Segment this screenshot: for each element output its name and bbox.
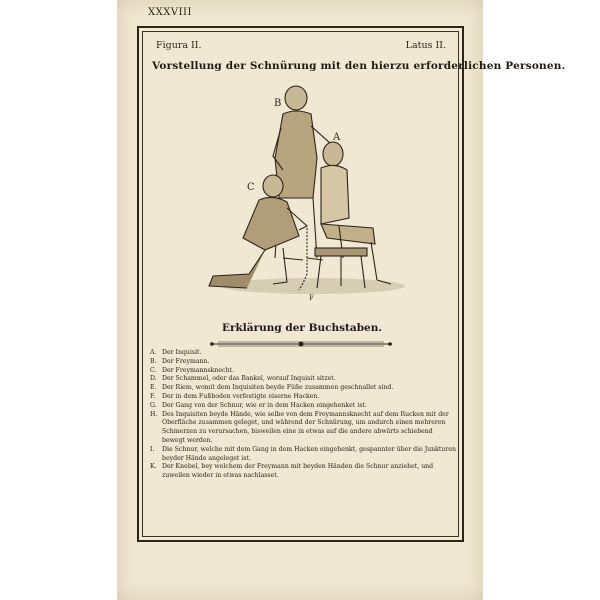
legend-list (150, 349, 456, 481)
legend-text: Der Knebel, bey welchem der Freymann mit beyden Händen die Schnur anziehet, und zuweilen wieder in etwas nachlasset. (162, 463, 434, 480)
legend-text: Die Schnur, welche mit dem Gang in dem Hacken eingehenkt, gespannter über die Junkturen beyder Hände angeleget ist. (162, 445, 456, 462)
legend-key: F. (150, 392, 156, 400)
figure-letter-c: C (247, 182, 255, 193)
legend-key: H. (150, 410, 158, 418)
legend-item (150, 463, 456, 481)
ornament-divider (208, 339, 394, 349)
legend-key: D. (150, 375, 157, 383)
legend-item (150, 375, 456, 384)
figure-label: Figura II. (156, 40, 202, 51)
legend-key: E. (150, 384, 157, 392)
figure-a-seated-man (321, 142, 391, 284)
legend-item (150, 446, 456, 464)
legend-key: G. (150, 401, 157, 409)
legend-text: Der Gang von der Schnur, wie er in dem Hacken eingehenket ist. (162, 401, 367, 409)
legend-heading: Erklärung der Buchstaben. (221, 322, 383, 334)
figure-letter-b: B (274, 98, 282, 109)
legend-item (150, 384, 456, 393)
legend-key: I. (150, 445, 155, 453)
legend-key: B. (150, 357, 157, 365)
legend-text: Der Schammel, oder das Bankel, worauf Inquisit sitzet. (162, 375, 336, 383)
legend-key: C. (150, 366, 157, 374)
legend-text: Der in dem Fußboden verfestigte eiserne Hacken. (162, 392, 320, 400)
figure-letter-a: A (333, 132, 341, 143)
legend-text: Der Riem, womit dem Inquisiten beyde Füße zusammen geschnallet sind. (162, 384, 394, 392)
legend-text: Der Freymannsknecht. (162, 366, 234, 374)
legend-text: Des Inquisiten beyde Hände, wie selbe von dem Freymannsknecht auf dem Rucken mit der Oberfläche zusammen geleget, und während der Schnürung, um andurch einen mehreren Schmerzen zu verursachen, bisweilen eine in etwas auf die andere abwärts schiebend bewegt werden. (162, 410, 449, 444)
legend-item (150, 411, 456, 446)
legend-item (150, 393, 456, 402)
legend-key: A. (150, 349, 157, 356)
side-label: Latus II. (405, 40, 446, 51)
legend-item (150, 358, 456, 367)
page-number: XXXVIII (148, 7, 192, 18)
engraving-illustration (203, 78, 409, 306)
legend-text: Der Freymann. (162, 357, 210, 365)
legend-key: K. (150, 463, 157, 471)
legend-item (150, 402, 456, 411)
legend-text: Der Inquisit. (162, 349, 202, 356)
plate-title: Vorstellung der Schnürung mit den hierzu erforderlichen Personen. (152, 60, 566, 72)
legend-item (150, 367, 456, 376)
legend-item (150, 349, 456, 358)
figure-letter-f: F (309, 294, 314, 302)
